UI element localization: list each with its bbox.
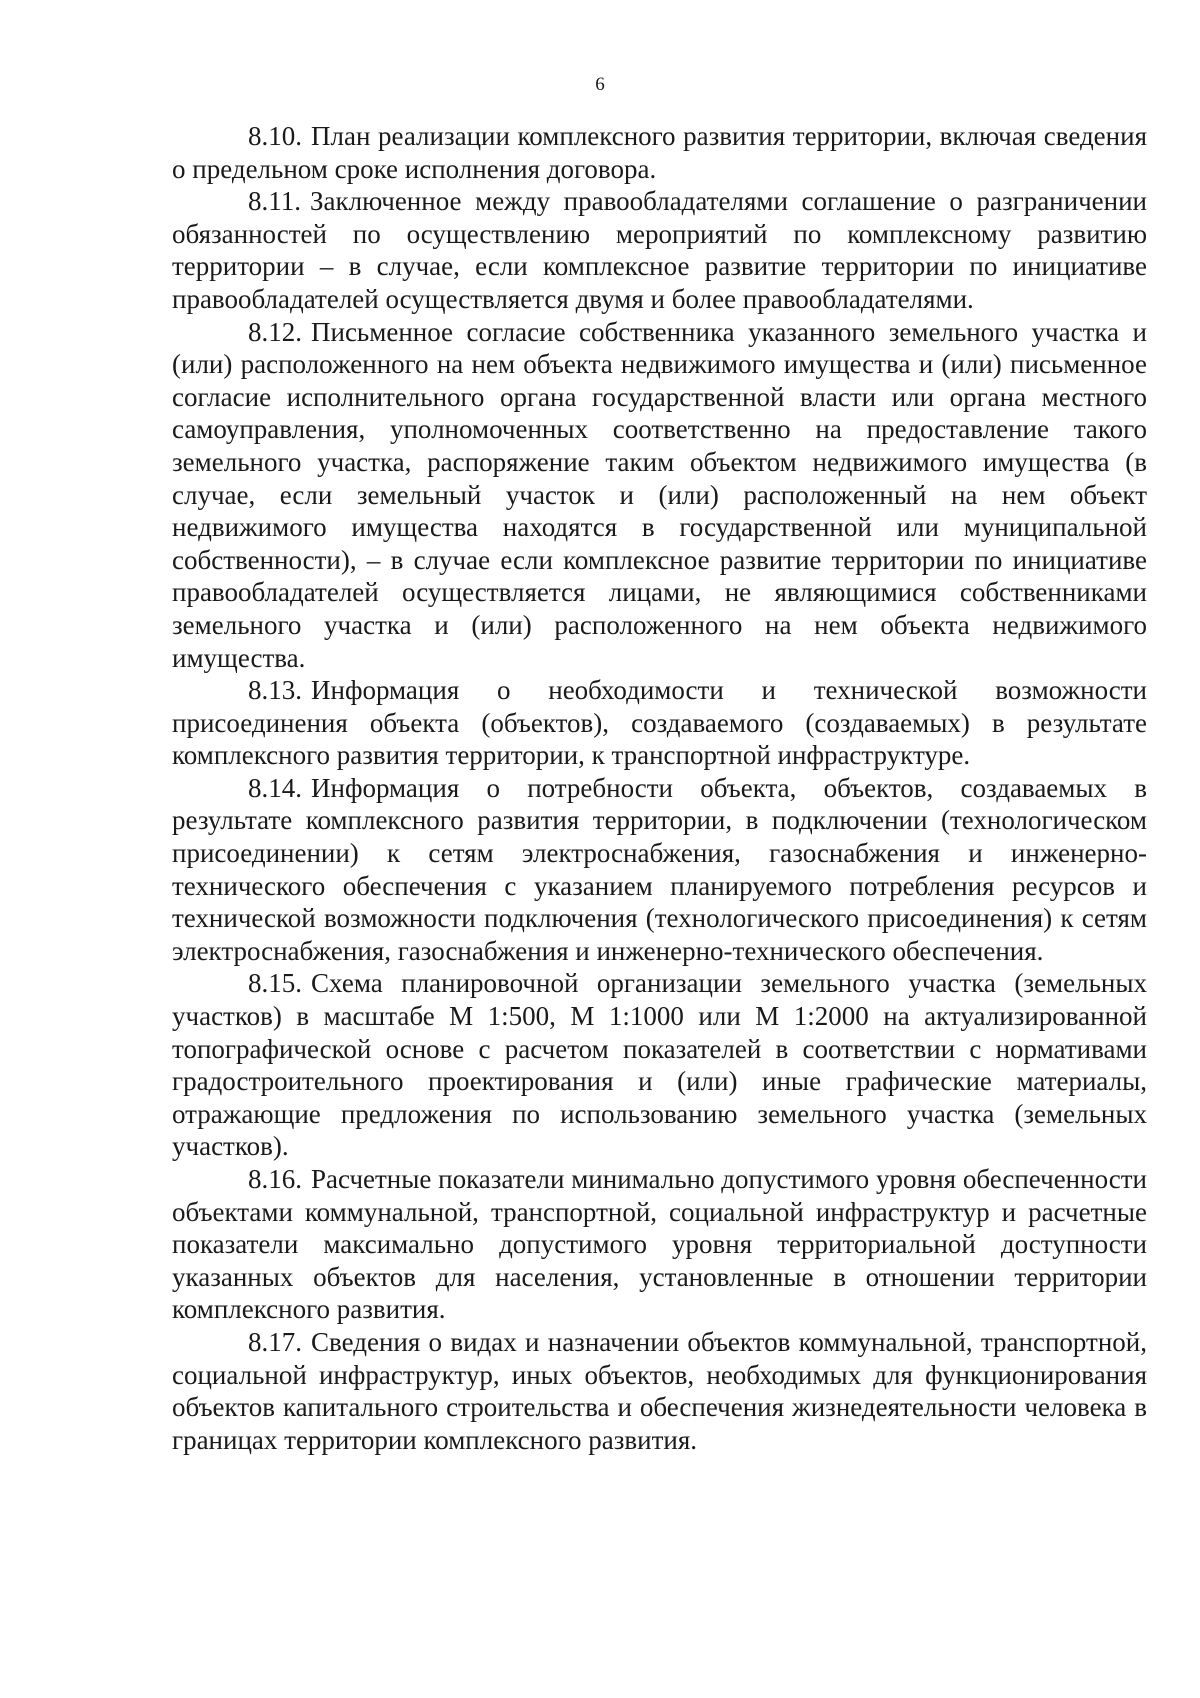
paragraph-number: 8.12.	[248, 316, 302, 347]
paragraph-number: 8.10.	[248, 121, 302, 151]
paragraph-8-14	[172, 772, 1147, 968]
paragraph-text: План реализации комплексного развития территории, включая сведения о предельном сроке исполнения договора.	[172, 121, 1147, 184]
paragraph-text: Информация о потребности объекта, объектов, создаваемых в результате комплексного развития территории, в подключении (технологическом присоединении) к сетям электроснабжения, газоснабжения и инженерно-технического обеспечения с указанием планируемого потребления ресурсов и технической возможности подключения (технологического присоединения) к сетям электроснабжения, газоснабжения и инженерно-технического обеспечения.	[172, 772, 1147, 966]
document-body	[172, 120, 1147, 1456]
paragraph-text: Сведения о видах и назначении объектов коммунальной, транспортной, социальной инфраструктур, иных объектов, необходимых для функционирования объектов капитального строительства и обеспечения жизнедеятельности человека в границах территории комплексного развития.	[172, 1326, 1147, 1455]
paragraph-text: Схема планировочной организации земельного участка (земельных участков) в масштабе М 1:500, М 1:1000 или М 1:2000 на актуализированной топографической основе с расчетом показателей в соответствии с нормативами градостроительного проектирования и (или) иные графические материалы, отражающие предложения по использованию земельного участка (земельных участков).	[172, 968, 1147, 1162]
paragraph-8-16	[172, 1163, 1147, 1326]
page-number: 6	[595, 74, 605, 95]
paragraph-8-10	[172, 120, 1147, 185]
paragraph-8-15	[172, 967, 1147, 1163]
paragraph-8-13	[172, 674, 1147, 772]
paragraph-number: 8.14.	[248, 772, 302, 803]
paragraph-text: Расчетные показатели минимально допустимого уровня обеспеченности объектами коммунальной, транспортной, социальной инфраструктур и расчетные показатели максимально допустимого уровня территориальной доступности указанных объектов для населения, установленные в отношении территории комплексного развития.	[172, 1164, 1147, 1325]
paragraph-8-12	[172, 316, 1147, 675]
paragraph-text: Письменное согласие собственника указанного земельного участка и (или) расположенного на нем объекта недвижимого имущества и (или) письменное согласие исполнительного органа государственной власти или органа местного самоуправления, уполномоченных соответственно на предоставление такого земельного участка, распоряжение таким объектом недвижимого имущества (в случае, если земельный участок и (или) расположенный на нем объект недвижимого имущества находятся в государственной или муниципальной собственности), – в случае если комплексное развитие территории по инициативе правообладателей осуществляется лицами, не являющимися собственниками земельного участка и (или) расположенного на нем объекта недвижимого имущества.	[172, 316, 1147, 673]
paragraph-number: 8.13.	[248, 675, 302, 706]
paragraph-number: 8.17.	[248, 1326, 302, 1357]
paragraph-text: Информация о необходимости и технической возможности присоединения объекта (объектов), создаваемого (создаваемых) в результате комплексного развития территории, к транспортной инфраструктуре.	[172, 675, 1147, 771]
paragraph-number: 8.16.	[248, 1164, 302, 1194]
paragraph-text: Заключенное между правообладателями соглашение о разграничении обязанностей по осуществлению мероприятий по комплексному развитию территории – в случае, если комплексное развитие территории по инициативе правообладателей осуществляется двумя и более правообладателями.	[172, 186, 1147, 314]
paragraph-number: 8.11.	[248, 186, 301, 217]
paragraph-8-11	[172, 185, 1147, 315]
paragraph-number: 8.15.	[248, 968, 302, 999]
paragraph-8-17	[172, 1326, 1147, 1456]
